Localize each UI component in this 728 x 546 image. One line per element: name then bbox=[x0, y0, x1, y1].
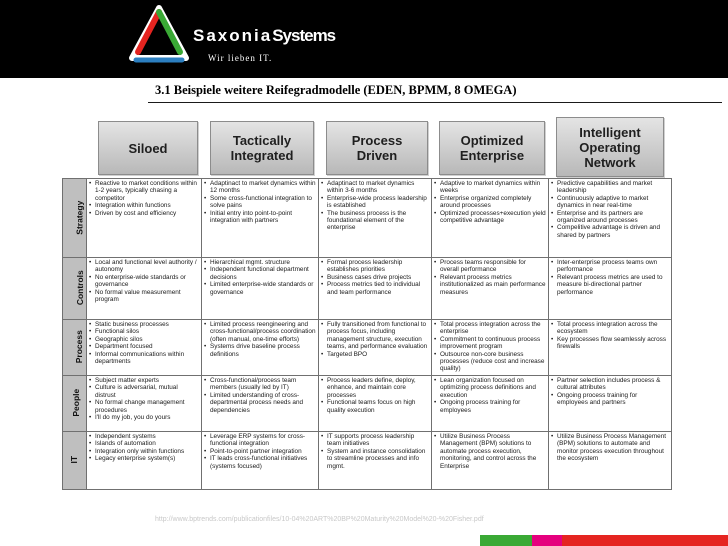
bullet-item: • Formal process leadership establishes priorities bbox=[321, 259, 429, 274]
bullet-list bbox=[204, 377, 316, 414]
bullet-item: • Independent systems bbox=[89, 433, 199, 440]
grid-cell bbox=[432, 320, 549, 376]
grid-cell bbox=[432, 179, 549, 258]
bullet-item: • Enterprise organized completely around processes bbox=[434, 195, 546, 210]
bullet-item: • Functional silos bbox=[89, 328, 199, 335]
bullet-item: • Adaptive to market dynamics within weeks bbox=[434, 180, 546, 195]
bullet-item: • Key processes flow seamlessly across firewalls bbox=[551, 336, 669, 351]
bullet-item: • Limited understanding of cross-departmental process needs and dependencies bbox=[204, 392, 316, 414]
saxonia-logo-icon bbox=[128, 4, 190, 70]
bullet-list bbox=[204, 259, 316, 296]
bullet-list bbox=[551, 321, 669, 351]
bullet-item: • Business cases drive projects bbox=[321, 274, 429, 281]
bullet-list bbox=[434, 321, 546, 373]
grid-row-people bbox=[63, 376, 672, 432]
bullet-item: • Driven by cost and efficiency bbox=[89, 210, 199, 217]
brand-strip-pink bbox=[532, 535, 562, 546]
bullet-item: • Relevant process metrics institutionalized as main performance measures bbox=[434, 274, 546, 296]
bullet-item: • Geographic silos bbox=[89, 336, 199, 343]
bullet-item: • Functional teams focus on high quality execution bbox=[321, 399, 429, 414]
bullet-item: • Initial entry into point-to-point integration with partners bbox=[204, 210, 316, 225]
bullet-item: • Targeted BPO bbox=[321, 351, 429, 358]
brand-name: SaxoniaSystems bbox=[193, 26, 336, 45]
bullet-item: • Islands of automation bbox=[89, 440, 199, 447]
grid-cell bbox=[87, 432, 202, 490]
bullet-item: • IT leads cross-functional initiatives (systems focused) bbox=[204, 455, 316, 470]
header-bar bbox=[0, 0, 728, 78]
grid-cell bbox=[549, 432, 672, 490]
bullet-item: • Ongoing process training for employees and partners bbox=[551, 392, 669, 407]
bullet-item: • System and instance consolidation to streamline processes and info mgmt. bbox=[321, 448, 429, 470]
bullet-item: • Total process integration across the enterprise bbox=[434, 321, 546, 336]
bullet-item: • Reactive to market conditions within 1-2 years, typically chasing a competitor bbox=[89, 180, 199, 202]
bullet-list bbox=[204, 433, 316, 470]
bullet-list bbox=[551, 259, 669, 296]
row-label-cell bbox=[63, 179, 87, 258]
bullet-item: • I'll do my job, you do yours bbox=[89, 414, 199, 421]
row-label: Process bbox=[73, 330, 84, 364]
grid-cell bbox=[319, 179, 432, 258]
row-label-cell bbox=[63, 258, 87, 320]
bullet-item: • Point-to-point partner integration bbox=[204, 448, 316, 455]
bullet-list bbox=[321, 433, 429, 470]
bullet-item: • Ongoing process training for employees bbox=[434, 399, 546, 414]
grid-cell bbox=[202, 376, 319, 432]
bullet-item: • Legacy enterprise system(s) bbox=[89, 455, 199, 462]
bullet-list bbox=[434, 377, 546, 414]
bullet-item: • Process teams responsible for overall performance bbox=[434, 259, 546, 274]
bullet-item: • Adaptinact to market dynamics within 12 months bbox=[204, 180, 316, 195]
bullet-list bbox=[89, 377, 199, 421]
grid-cell bbox=[87, 258, 202, 320]
grid-cell bbox=[87, 179, 202, 258]
grid-row-controls bbox=[63, 258, 672, 320]
source-link[interactable]: http://www.bptrends.com/publicationfiles/10-04%20ART%20BP%20Maturity%20Model%20-%20Fisher.pdf bbox=[155, 516, 484, 523]
bullet-list bbox=[321, 180, 429, 232]
bullet-item: • Continuously adaptive to market dynamics in near real-time bbox=[551, 195, 669, 210]
brand-tagline: Wir lieben IT. bbox=[208, 53, 273, 63]
stage-siloed: Siloed bbox=[98, 121, 198, 175]
grid-cell bbox=[319, 320, 432, 376]
bullet-item: • Optimized processes+execution yield competitive advantage bbox=[434, 210, 546, 225]
brand-strip-red bbox=[562, 535, 728, 546]
row-label: People bbox=[71, 389, 82, 417]
bullet-item: • Cross-functional/process team members (usually led by IT) bbox=[204, 377, 316, 392]
row-label-cell bbox=[63, 320, 87, 376]
bullet-list bbox=[204, 321, 316, 358]
grid-cell bbox=[319, 258, 432, 320]
row-label: Strategy bbox=[74, 200, 85, 235]
grid-cell bbox=[87, 376, 202, 432]
grid-row-it bbox=[63, 432, 672, 490]
bullet-item: • Process metrics tied to individual and team performance bbox=[321, 281, 429, 296]
bullet-item: • Predictive capabilities and market leadership bbox=[551, 180, 669, 195]
stage-optimized-enterprise: Optimized Enterprise bbox=[439, 121, 545, 175]
bullet-item: • Partner selection includes process & cultural attributes bbox=[551, 377, 669, 392]
bullet-list bbox=[551, 433, 669, 463]
bullet-item: • Leverage ERP systems for cross-functional integration bbox=[204, 433, 316, 448]
grid-cell bbox=[87, 320, 202, 376]
bullet-item: • Outsource non-core business processes (reduce cost and increase quality) bbox=[434, 351, 546, 373]
row-label: IT bbox=[68, 456, 79, 464]
grid-cell bbox=[202, 320, 319, 376]
page-title: 3.1 Beispiele weitere Reifegradmodelle (EDEN, BPMM, 8 OMEGA) bbox=[155, 83, 517, 97]
grid-cell bbox=[549, 258, 672, 320]
row-label-cell bbox=[63, 376, 87, 432]
grid-cell bbox=[319, 376, 432, 432]
bullet-item: • Commitment to continuous process improvement program bbox=[434, 336, 546, 351]
bullet-item: • Local and functional level authority / autonomy bbox=[89, 259, 199, 274]
bullet-list bbox=[321, 321, 429, 358]
bullet-item: • Adaptinact to market dynamics within 3-6 months bbox=[321, 180, 429, 195]
bullet-list bbox=[89, 321, 199, 365]
bullet-item: • The business process is the foundational element of the enterprise bbox=[321, 210, 429, 232]
bullet-item: • Compelitive advantage is driven and shared by partners bbox=[551, 224, 669, 239]
bullet-list bbox=[89, 180, 199, 217]
bullet-item: • Informal communications within departments bbox=[89, 351, 199, 366]
bullet-item: • Independent functional department decisions bbox=[204, 266, 316, 281]
bullet-item: • No formal value measurement program bbox=[89, 289, 199, 304]
bullet-item: • Culture is adversarial, mutual distrust bbox=[89, 384, 199, 399]
bullet-list bbox=[321, 377, 429, 414]
bullet-item: • Total process integration across the ecosystem bbox=[551, 321, 669, 336]
bullet-item: • Limited enterprise-wide standards or governance bbox=[204, 281, 316, 296]
bullet-item: • Inter-enterprise process teams own performance bbox=[551, 259, 669, 274]
stage-process-driven: Process Driven bbox=[326, 121, 428, 175]
bullet-item: • Enterprise-wide process leadership is established bbox=[321, 195, 429, 210]
bullet-list bbox=[434, 259, 546, 296]
bullet-item: • Utilize Business Process Management (BPM) solutions to automate and monitor process execution throughout the ecosystem bbox=[551, 433, 669, 463]
bullet-item: • Relevant process metrics are used to measure bi-directional partner performance bbox=[551, 274, 669, 296]
grid-cell bbox=[202, 258, 319, 320]
bullet-list bbox=[551, 377, 669, 407]
bullet-item: • Utilize Business Process Management (BPM) solutions to automate process execution, monitoring, and control across the Enterprise bbox=[434, 433, 546, 470]
brand-strip-green bbox=[480, 535, 532, 546]
row-label-cell bbox=[63, 432, 87, 490]
bullet-item: • Static business processes bbox=[89, 321, 199, 328]
bullet-item: • Integration within functions bbox=[89, 202, 199, 209]
grid-row-strategy bbox=[63, 179, 672, 258]
bullet-list bbox=[434, 433, 546, 470]
bullet-item: • Integration only within functions bbox=[89, 448, 199, 455]
bullet-list bbox=[434, 180, 546, 224]
bullet-list bbox=[551, 180, 669, 239]
grid-cell bbox=[432, 258, 549, 320]
grid-cell bbox=[432, 376, 549, 432]
bullet-item: • Some cross-functional integration to solve pains bbox=[204, 195, 316, 210]
grid-cell bbox=[319, 432, 432, 490]
maturity-grid bbox=[62, 178, 672, 490]
title-divider bbox=[148, 102, 722, 103]
grid-cell bbox=[549, 376, 672, 432]
bullet-list bbox=[89, 259, 199, 303]
bullet-item: • Enterprise and its partners are organized around processes bbox=[551, 210, 669, 225]
bullet-item: • Fully transitioned from functional to process focus, including management structure, execution teams, and performance evaluation bbox=[321, 321, 429, 351]
bullet-list bbox=[321, 259, 429, 296]
bullet-item: • Subject matter experts bbox=[89, 377, 199, 384]
bullet-item: • Lean organization focused on optimizing process definitions and execution bbox=[434, 377, 546, 399]
bullet-item: • IT supports process leadership team initiatives bbox=[321, 433, 429, 448]
bullet-item: • Process leaders define, deploy, enhance, and maintain core processes bbox=[321, 377, 429, 399]
bullet-item: • No formal change management procedures bbox=[89, 399, 199, 414]
bullet-item: • No enterprise-wide standards or governance bbox=[89, 274, 199, 289]
grid-cell bbox=[202, 179, 319, 258]
stage-tactically-integrated: Tactically Integrated bbox=[210, 121, 314, 175]
stage-intelligent-operating-network: Intelligent Operating Network bbox=[556, 117, 664, 177]
bullet-item: • Limited process reengineering and cross-functional/process coordination (often manual, one-time efforts) bbox=[204, 321, 316, 343]
bullet-list bbox=[204, 180, 316, 224]
grid-row-process bbox=[63, 320, 672, 376]
bullet-item: • Department focused bbox=[89, 343, 199, 350]
grid-cell bbox=[549, 179, 672, 258]
bullet-item: • Hierarchical mgmt. structure bbox=[204, 259, 316, 266]
grid-cell bbox=[549, 320, 672, 376]
grid-cell bbox=[202, 432, 319, 490]
row-label: Controls bbox=[74, 270, 85, 306]
bullet-item: • Systems drive baseline process definitions bbox=[204, 343, 316, 358]
grid-cell bbox=[432, 432, 549, 490]
bullet-list bbox=[89, 433, 199, 463]
